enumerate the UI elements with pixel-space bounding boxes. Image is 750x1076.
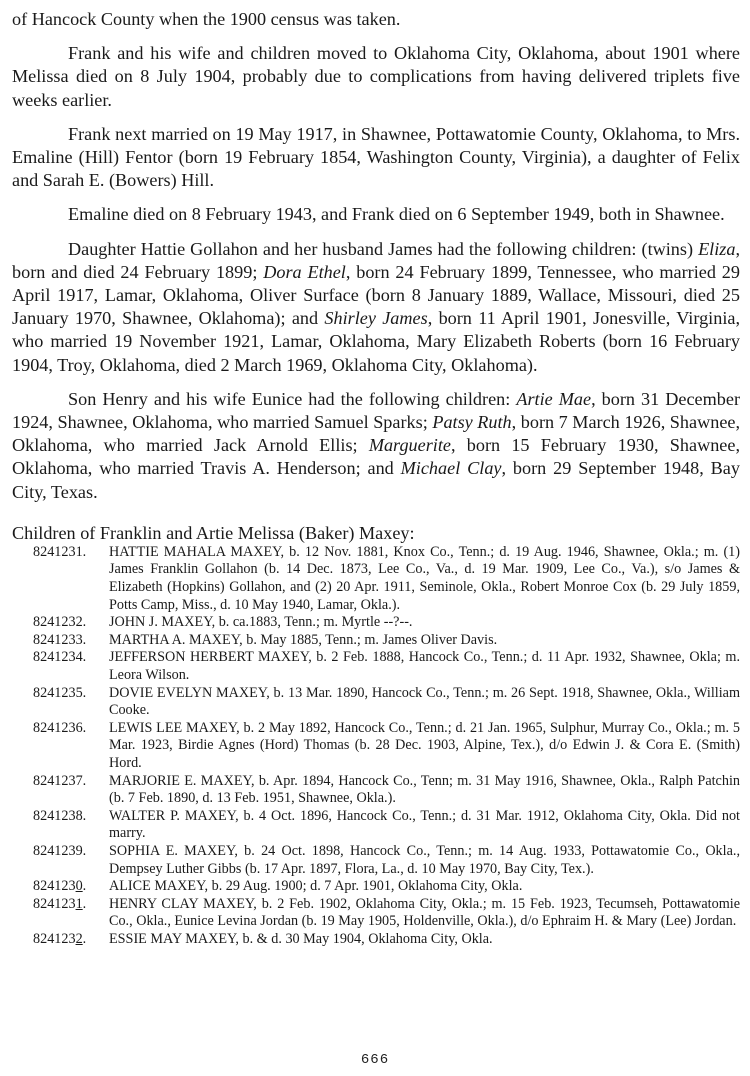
child-entry <box>12 649 740 684</box>
children-list <box>12 544 740 949</box>
child-number <box>12 896 109 914</box>
paragraph-text: , born 11 April 1901, Jonesville, Virginia, who married 19 November 1921, Lamar, Oklahoma, Mary Elizabeth Roberts (born 16 February 1904, Troy, Oklahoma, died 2 March 1969, Oklahoma City, Oklahoma). <box>12 308 741 375</box>
child-entry <box>12 632 740 650</box>
child-number-main: 824123 <box>33 930 76 947</box>
paragraph-text: , born 24 February 1899, Tennessee, who married 29 April 1917, Lamar, Oklahoma, Oliver Surface (born 8 January 1889, Wallace, Missouri, died 25 January 1970, Shawnee, Oklahoma); and <box>12 261 740 329</box>
child-description: SOPHIA E. MAXEY, b. 24 Oct. 1898, Hancock Co., Tenn.; m. 14 Aug. 1933, Pottawatomie Co., Okla., Dempsey Luther Gibbs (b. 17 Apr. 1897, Flora, La., d. 10 May 1970, Bay City, Tex.). <box>109 842 740 877</box>
child-description: HENRY CLAY MAXEY, b. 2 Feb. 1902, Oklahoma City, Okla.; m. 15 Feb. 1923, Tecumseh, Pottawatomie Co., Okla., Eunice Levina Jordan (b. 19 May 1905, Holdenville, Okla.), d/o Ephraim H. & Mary (Lee) Jordan. <box>109 895 740 930</box>
child-number <box>12 614 109 632</box>
child-number <box>12 685 109 703</box>
paragraph-text: Daughter Hattie Gollahon and her husband James had the following children: (twins) <box>68 238 699 259</box>
child-entry <box>12 720 740 773</box>
child-number-suffix: 8. <box>75 807 87 824</box>
child-number <box>12 878 109 896</box>
paragraph-text: , born 29 September 1948, Bay City, Texas. <box>12 458 740 502</box>
child-number-suffix: 2. <box>75 930 87 947</box>
child-entry <box>12 544 740 614</box>
child-number <box>12 720 109 738</box>
italic-name: Shirley James <box>324 308 428 329</box>
paragraph <box>12 42 740 112</box>
child-number <box>12 931 109 949</box>
child-number-main: 824123 <box>33 772 76 789</box>
paragraph-gap <box>12 377 740 388</box>
child-description: JOHN J. MAXEY, b. ca.1883, Tenn.; m. Myrtle --?--. <box>109 614 413 631</box>
italic-name: Michael Clay <box>400 458 502 479</box>
paragraph-gap <box>12 192 740 203</box>
italic-name: Patsy Ruth <box>432 412 512 433</box>
child-number <box>12 773 109 791</box>
child-entry <box>12 614 740 632</box>
paragraph-text: , born 7 March 1926, Shawnee, Oklahoma, who married Jack Arnold Ellis; <box>12 412 741 456</box>
child-number-main: 824123 <box>33 719 76 736</box>
child-number-suffix: 1. <box>75 543 87 560</box>
paragraph <box>12 238 740 377</box>
child-entry <box>12 808 740 843</box>
paragraph-text: , born and died 24 February 1899; <box>12 238 740 282</box>
narrative-text <box>12 8 740 504</box>
child-number-suffix: 0. <box>75 878 87 895</box>
child-number <box>12 632 109 650</box>
child-number-main: 824123 <box>33 543 76 560</box>
paragraph-gap <box>12 112 740 123</box>
child-number-main: 824123 <box>33 895 76 912</box>
paragraph-text: Emaline died on 8 February 1943, and Frank died on 6 September 1949, both in Shawnee. <box>68 204 725 225</box>
child-number-suffix: 9. <box>75 842 87 859</box>
child-description: WALTER P. MAXEY, b. 4 Oct. 1896, Hancock Co., Tenn.; d. 31 Mar. 1912, Oklahoma City, Okla. Did not marry. <box>109 807 740 842</box>
child-number-suffix: 7. <box>75 772 87 789</box>
child-entry <box>12 896 740 931</box>
child-entry <box>12 878 740 896</box>
italic-name: Artie Mae <box>516 388 592 409</box>
child-number-suffix: 2. <box>75 614 87 631</box>
paragraph <box>12 388 740 504</box>
child-entry <box>12 773 740 808</box>
paragraph-text: , born 31 December 1924, Shawnee, Oklahoma, who married Samuel Sparks; <box>12 388 741 433</box>
child-description: LEWIS LEE MAXEY, b. 2 May 1892, Hancock Co., Tenn.; d. 21 Jan. 1965, Sulphur, Murray Co., Okla.; m. 5 Mar. 1923, Birdie Agnes (Hord) Thomas (b. 28 Dec. 1903, Alpine, Tex.), d/o Edwin J. & Cora E. (Smith) Hord. <box>109 719 740 771</box>
children-heading: Children of Franklin and Artie Melissa (Baker) Maxey: <box>12 522 415 543</box>
child-number-main: 824123 <box>33 807 76 824</box>
child-number-main: 824123 <box>33 842 76 859</box>
child-number-suffix: 1. <box>75 895 87 912</box>
child-description: DOVIE EVELYN MAXEY, b. 13 Mar. 1890, Hancock Co., Tenn.; m. 26 Sept. 1918, Shawnee, Okla., William Cooke. <box>109 684 740 719</box>
child-description: ALICE MAXEY, b. 29 Aug. 1900; d. 7 Apr. 1901, Oklahoma City, Okla. <box>109 878 523 895</box>
italic-name: Dora Ethel <box>263 261 346 282</box>
paragraph-text: Frank next married on 19 May 1917, in Shawnee, Pottawatomie County, Oklahoma, to Mrs. Emaline (Hill) Fentor (born 19 February 1854, Washington County, Virginia), a daughter of Felix and Sarah E. (Bowers) Hill. <box>12 123 740 191</box>
child-number-suffix: 4. <box>75 649 87 666</box>
child-number-main: 824123 <box>33 684 76 701</box>
child-description: MARJORIE E. MAXEY, b. Apr. 1894, Hancock Co., Tenn; m. 31 May 1916, Shawnee, Okla., Ralph Patchin (b. 7 Feb. 1890, d. 13 Feb. 1951, Shawnee, Okla.). <box>109 772 740 807</box>
child-description: ESSIE MAY MAXEY, b. & d. 30 May 1904, Oklahoma City, Okla. <box>109 930 493 947</box>
child-number-main: 824123 <box>33 878 76 895</box>
paragraph <box>12 203 740 226</box>
paragraph-text: of Hancock County when the 1900 census was taken. <box>12 9 401 29</box>
page-number: 666 <box>360 1052 390 1068</box>
italic-name: Marguerite <box>368 435 451 456</box>
document-page <box>12 8 740 949</box>
child-number-main: 824123 <box>33 631 76 648</box>
paragraph-text: , born 15 February 1930, Shawnee, Oklahoma, who married Travis A. Henderson; and <box>12 435 740 479</box>
child-number <box>12 544 109 562</box>
child-number-suffix: 5. <box>75 684 87 701</box>
child-description: HATTIE MAHALA MAXEY, b. 12 Nov. 1881, Knox Co., Tenn.; d. 19 Aug. 1946, Shawnee, Okla.; m. (1) James Franklin Gollahon (b. 14 Dec. 1873, Lee Co., Va., d. 19 Mar. 1909, Lee Co., Va.), s/o James & Elizabeth (Hopkins) Gollahon, and (2) 20 Apr. 1911, Seminole, Okla., Robert Monroe Cox (b. 29 July 1859, Potts Camp, Miss., d. 10 May 1940, Lamar, Okla.). <box>109 543 740 613</box>
child-number-suffix: 6. <box>75 719 87 736</box>
paragraph-text: Son Henry and his wife Eunice had the following children: <box>68 388 517 409</box>
child-entry <box>12 685 740 720</box>
paragraph <box>12 123 740 193</box>
italic-name: Eliza <box>698 238 736 259</box>
child-number-main: 824123 <box>33 614 76 631</box>
child-number <box>12 649 109 667</box>
child-description: JEFFERSON HERBERT MAXEY, b. 2 Feb. 1888, Hancock Co., Tenn.; d. 11 Apr. 1932, Shawnee, Okla; m. Leora Wilson. <box>109 649 740 684</box>
child-entry <box>12 843 740 878</box>
paragraph-gap <box>12 31 740 42</box>
child-entry <box>12 931 740 949</box>
paragraph-text: Frank and his wife and children moved to Oklahoma City, Oklahoma, about 1901 where Melissa died on 8 July 1904, probably due to complications from having delivered triplets five weeks earlier. <box>12 43 740 110</box>
child-number <box>12 843 109 861</box>
child-description: MARTHA A. MAXEY, b. May 1885, Tenn.; m. James Oliver Davis. <box>109 631 498 648</box>
child-number <box>12 808 109 826</box>
child-number-suffix: 3. <box>75 631 87 648</box>
paragraph-gap <box>12 227 740 238</box>
paragraph <box>12 8 740 31</box>
child-number-main: 824123 <box>33 649 76 666</box>
